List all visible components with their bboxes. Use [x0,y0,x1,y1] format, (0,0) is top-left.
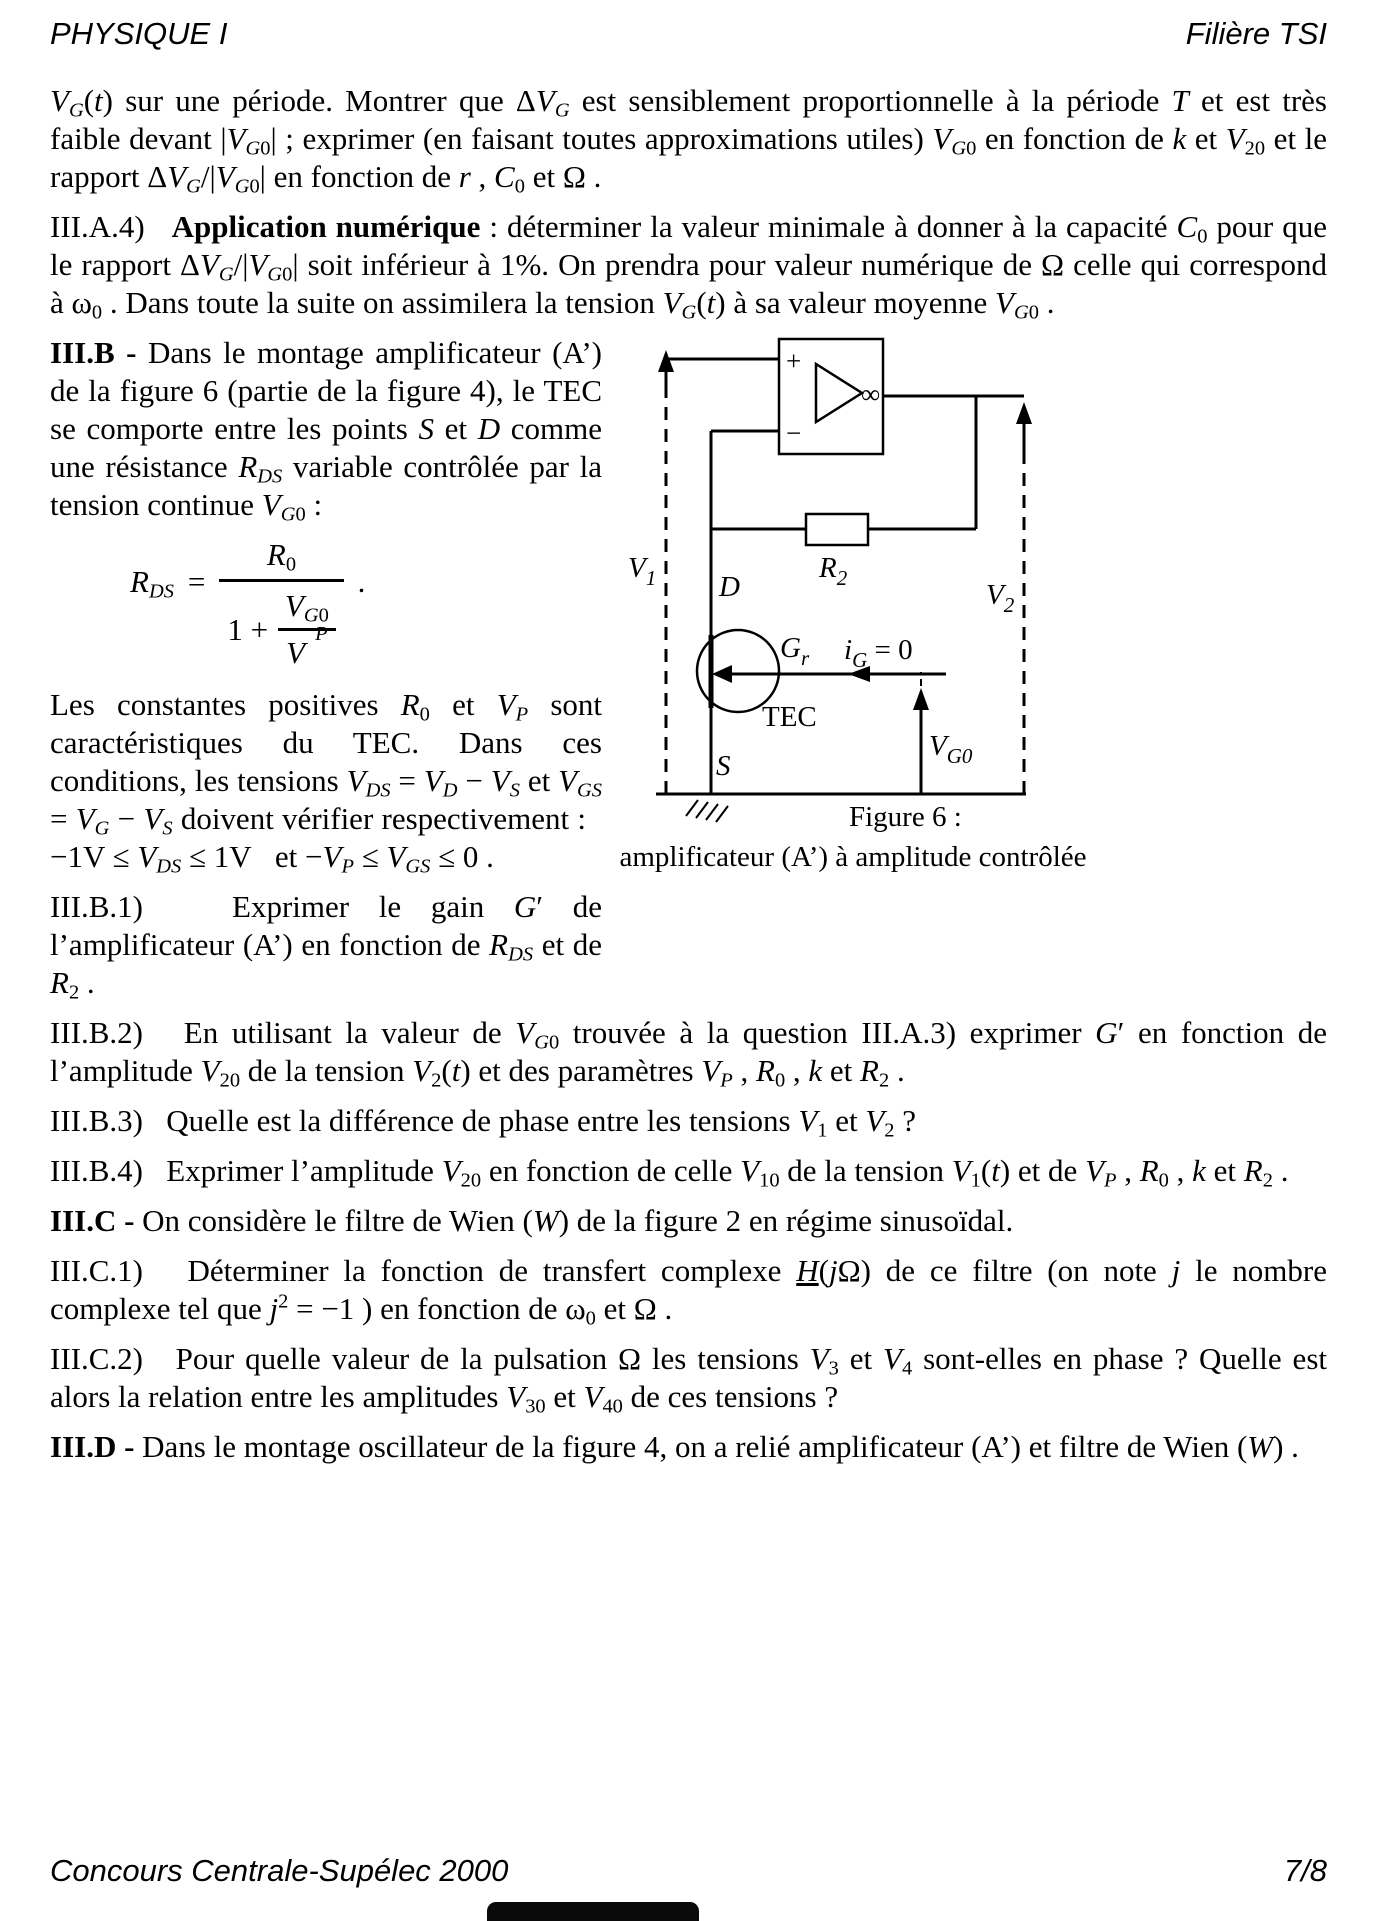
label-drain: D [719,571,740,603]
circuit-diagram [616,334,1046,834]
label-gate: $G_r$ [780,632,810,670]
formula-fraction [219,536,343,672]
question-iii-a-4: III.A.4) Application numérique : déterminer la valeur minimale à donner à la capacité $C_0$ pour que le rapport $\Delta V_G/|V_{G0}|$ soit inférieur à 1%. On prendra pour valeur numérique de Ω celle qui correspond à $\omega_0$ . Dans toute la suite on assimilera la tension $V_G(t)$ à sa valeur moyenne $V_{G0}$ . [50,209,1327,324]
header-subject: PHYSIQUE I [50,16,228,51]
question-iii-b-4: III.B.4) Exprimer l’amplitude $V_{20}$ en fonction de celle $V_{10}$ de la tension $V_1(t)$ et de $V_P$ , $R_0$ , k et $R_2$ . [50,1153,1289,1192]
inner-denominator: V P [286,623,328,670]
opamp-infinity-label: ∞ [861,379,881,409]
formula-inner-fraction [278,587,335,672]
label-r2: $R_2$ [819,552,848,590]
question-iii-b-1: III.B.1) Exprimer le gain G′ de l’amplificateur (A’) en fonction de $R_{DS}$ et de $R_2$ . [50,889,603,1004]
figure-number-label: Figure 6 : [849,801,962,833]
opamp-plus-label: + [786,346,802,376]
label-tec: TEC [762,701,817,733]
v2-arrow-icon [1016,402,1032,424]
figure-6-block [616,334,1327,1014]
gate-arrow-icon [712,665,732,683]
footer-exam-name: Concours Centrale-Supélec 2000 [50,1853,509,1888]
section-iii-d: III.D - Dans le montage oscillateur de la figure 4, on a relié amplificateur (A’) et filtre de Wien (W) . [50,1429,1299,1464]
paragraph-tec-constants: Les constantes positives $R_0$ et $V_P$ sont caractéristiques du TEC. Dans ces conditions, les tensions $V_{DS} = V_D - V_S$ et $V_{GS} = V_G - V_S$ doivent vérifier respectivement : $-1V \le V_{DS} \le 1V$ et $-V_P \le V_{GS} \le 0$ . [50,687,603,878]
page-header [50,16,1327,52]
ground-icon [686,800,728,822]
label-vg0: $V_{G0}$ [929,730,973,768]
paragraph-iii-b-intro: III.B - Dans le montage amplificateur (A’) de la figure 6 (partie de la figure 4), le TEC se comporte entre les points S et D comme une résistance $R_{DS}$ variable contrôlée par la tension continue $V_{G0}$ : [50,335,602,526]
figure-caption: amplificateur (A’) à amplitude contrôlée [619,841,1087,873]
page-footer [50,1853,1327,1889]
question-iii-c-1: III.C.1) Déterminer la fonction de transfert complexe H(jΩ) de ce filtre (on note j le nombre complexe tel que $j^2 = -1$ ) en fonction de $\omega_0$ et Ω . [50,1253,1327,1330]
label-v2: $V_2$ [986,579,1015,617]
header-filiere: Filière TSI [1185,16,1327,51]
question-iii-b-2: III.B.2) En utilisant la valeur de $V_{G0}$ trouvée à la question III.A.3) exprimer G′ en fonction de l’amplitude $V_{20}$ de la tension $V_2(t)$ et des paramètres $V_P$ , $R_0$ , k et $R_2$ . [50,1015,1327,1092]
opamp-triangle [816,364,862,422]
inner-numerator: $V_{G0}$ [284,588,329,627]
section-iii-b [50,334,1327,1014]
opamp-minus-label: − [786,418,802,448]
label-gate-current: $i_G = 0$ [844,634,913,672]
formula-period: . [357,564,366,599]
question-iii-c-2: III.C.2) Pour quelle valeur de la pulsation Ω les tensions $V_3$ et $V_4$ sont-elles en phase ? Quelle est alors la relation entre les amplitudes $V_{30}$ et $V_{40}$ de ces tensions ? [50,1341,1327,1418]
v1-arrow-icon [658,350,674,372]
formula-equals: = [187,564,206,599]
formula-den-prefix: 1 + [227,612,269,647]
section-iii-b-text [50,334,602,1014]
label-source: S [716,750,731,782]
footer-page-number: 7/8 [1283,1853,1327,1888]
formula-numerator: $R_0$ [266,537,297,576]
label-v1: $V_1$ [628,552,657,590]
formula-lhs: $R_{DS}$ [130,564,174,603]
resistor-r2 [806,514,868,545]
question-iii-b-3: III.B.3) Quelle est la différence de phase entre les tensions $V_1$ et $V_2$ ? [50,1103,917,1142]
section-iii-c: III.C - On considère le filtre de Wien (W) de la figure 2 en régime sinusoïdal. [50,1203,1014,1238]
scan-artifact-bar [487,1902,699,1921]
paragraph-intro: $V_G(t)$ sur une période. Montrer que $\Delta V_G$ est sensiblement proportionnelle à la période T et est très faible devant $|V_{G0}|$ ; exprimer (en faisant toutes approximations utiles) $V_{G0}$ en fonction de k et $V_{20}$ et le rapport $\Delta V_G/|V_{G0}|$ en fonction de r , $C_0$ et Ω . [50,83,1328,198]
formula-rds [130,536,602,672]
figure-6 [616,334,1090,875]
vg0-arrow-icon [913,688,929,710]
